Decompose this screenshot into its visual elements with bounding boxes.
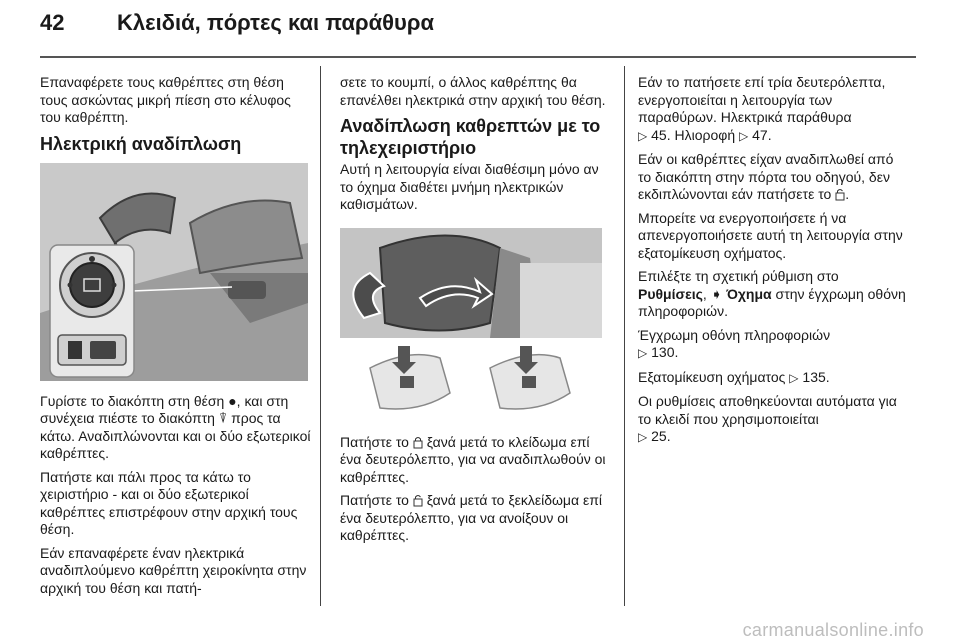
column-2 (340, 74, 612, 551)
column-3 (638, 74, 910, 453)
page-reference-icon: ▷ (638, 430, 648, 444)
paragraph: Αυτή η λειτουργία είναι διαθέσιμη μόνο αν το όχημα διαθέτει μνήμη ηλεκτρικών καθισμάτων. (340, 161, 599, 212)
page-reference[interactable]: 25 (651, 428, 667, 444)
column-1 (40, 74, 312, 603)
page-reference-icon: ▷ (789, 370, 799, 385)
paragraph: Πατήστε το ξανά μετά το κλείδωμα επί ένα δευτερόλεπτο, για να αναδιπλωθούν οι καθρέπτες. (340, 433, 606, 485)
unlock-icon (835, 188, 845, 201)
paragraph: Μπορείτε να ενεργοποιήσετε ή να απενεργοποιήσετε αυτή τη λειτουργία στην εξατομίκευση οχήματος. (638, 209, 903, 261)
section-heading: Αναδίπλωση καθρεπτών με το τηλεχειριστήριο (340, 116, 601, 158)
menu-arrow-icon: ➧ (710, 285, 723, 302)
section-heading: Ηλεκτρική αναδίπλωση (40, 133, 242, 154)
page-reference[interactable]: 47 (752, 126, 768, 143)
menu-path-vehicle: Όχημα (726, 285, 772, 302)
column-divider (320, 66, 321, 606)
paragraph: Γυρίστε το διακόπτη στη θέση ●, και στη συνέχεια πιέστε το διακόπτη ⍒ προς τα κάτω. Αναδιπλώνονται και οι δύο εξωτερικοί καθρέπτες. (40, 392, 311, 461)
paragraph: σετε το κουμπί, ο άλλος καθρέπτης θα επανέλθει ηλεκτρικά στην αρχική του θέση. (340, 74, 606, 108)
paragraph: Πατήστε το ξανά μετά το ξεκλείδωμα επί ένα δευτερόλεπτο, για να ανοίξουν οι καθρέπτες. (340, 492, 602, 543)
key-remote-illustration (340, 228, 602, 418)
page-title: Κλειδιά, πόρτες και παράθυρα (117, 10, 434, 35)
page-reference[interactable]: 130 (651, 344, 675, 360)
page-number: 42 (40, 10, 65, 35)
column-divider (624, 66, 625, 606)
lock-icon (413, 436, 423, 449)
paragraph: Επιλέξτε τη σχετική ρύθμιση στο Ρυθμίσεις, ➧ Όχημα στην έγχρωμη οθόνη πληροφοριών. (638, 268, 906, 319)
paragraph: Έγχρωμη οθόνη πληροφοριών ▷ 130. (638, 326, 831, 360)
header-divider (40, 56, 916, 58)
paragraph: Εάν οι καθρέπτες είχαν αναδιπλωθεί από το διακόπτη στην πόρτα του οδηγού, δεν εκδιπλώνονται εάν πατήσετε το . (638, 151, 894, 202)
menu-path-settings: Ρυθμίσεις (638, 285, 703, 302)
mirror-switch-illustration (40, 163, 308, 381)
paragraph: Εάν επαναφέρετε έναν ηλεκτρικά αναδιπλούμενο καθρέπτη χειροκίνητα στην αρχική του θέση και πατή- (40, 544, 307, 596)
paragraph: Πατήστε και πάλι προς τα κάτω το χειριστήριο - και οι δύο εξωτερικοί καθρέπτες επιστρέφουν στην αρχική τους θέση. (40, 468, 298, 537)
page-reference[interactable]: 135 (802, 368, 826, 385)
paragraph: Εάν το πατήσετε επί τρία δευτερόλεπτα, ενεργοποιείται η λειτουργία των παραθύρων. Ηλεκτρικά παράθυρα ▷ 45. Ηλιοροφή ▷ 47. (638, 74, 886, 143)
page-reference-icon: ▷ (638, 128, 648, 143)
unlock-icon (413, 494, 423, 507)
paragraph: Επαναφέρετε τους καθρέπτες στη θέση τους ασκώντας μικρή πίεση στο κέλυφος του καθρέπτη. (40, 74, 291, 125)
page-reference-icon: ▷ (739, 128, 749, 143)
watermark: carmanualsonline.info (742, 620, 924, 640)
paragraph: Εξατομίκευση οχήματος ▷ 135. (638, 368, 830, 385)
paragraph: Οι ρυθμίσεις αποθηκεύονται αυτόματα για το κλειδί που χρησιμοποιείται ▷ 25. (638, 393, 897, 444)
page-reference-icon: ▷ (638, 346, 648, 360)
page-reference[interactable]: 45 (651, 126, 667, 143)
